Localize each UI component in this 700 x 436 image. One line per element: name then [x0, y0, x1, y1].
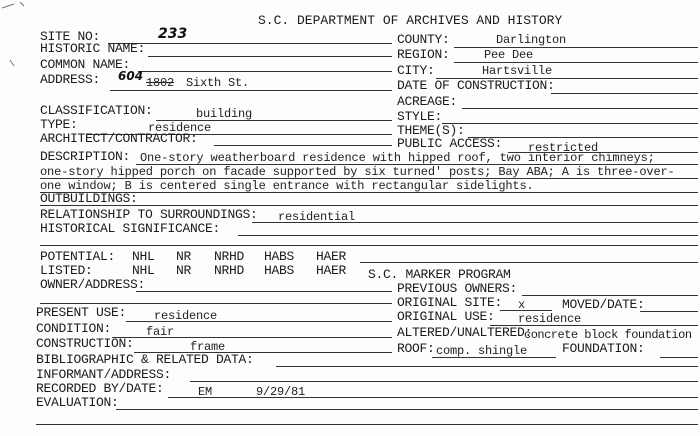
theme-label: THEME(S):: [397, 123, 465, 138]
potential-nr: NR: [176, 249, 192, 264]
type-value: residence: [148, 121, 212, 135]
city-value: Hartsville: [482, 64, 553, 78]
common-name-label: COMMON NAME:: [40, 57, 131, 72]
informant-label: INFORMANT/ADDRESS:: [36, 367, 172, 382]
potential-haer: HAER: [316, 249, 347, 264]
region-value: Pee Dee: [484, 48, 534, 62]
address-street: Sixth St.: [186, 76, 250, 90]
construction-value: frame: [190, 340, 226, 354]
potential-nrhd: NRHD: [214, 249, 245, 264]
potential-nhl: NHL: [132, 249, 155, 264]
original-site-label: ORIGINAL SITE:: [397, 295, 503, 310]
listed-nrhd: NRHD: [214, 263, 245, 278]
potential-label: POTENTIAL:: [40, 249, 116, 264]
header-title: S.C. DEPARTMENT OF ARCHIVES AND HISTORY: [258, 13, 563, 28]
listed-label: LISTED:: [40, 263, 93, 278]
listed-nhl: NHL: [132, 263, 155, 278]
condition-label: CONDITION:: [36, 321, 112, 336]
classification-label: CLASSIFICATION:: [40, 103, 153, 118]
address-old-number: 1802: [146, 76, 175, 90]
recorded-label: RECORDED BY/DATE:: [36, 381, 164, 396]
evaluation-label: EVALUATION:: [36, 395, 119, 410]
relationship-value: residential: [278, 210, 356, 224]
present-use-value: residence: [154, 309, 218, 323]
recorded-date-value: 9/29/81: [256, 385, 306, 399]
moved-date-label: MOVED/DATE:: [562, 297, 645, 312]
county-value: Darlington: [496, 33, 567, 47]
owner-address-label: OWNER/ADDRESS:: [40, 277, 146, 292]
site-no-value: 233: [158, 26, 188, 42]
region-label: REGION:: [397, 47, 450, 62]
description-line-2: one-story hipped porch on facade supported by six turned' posts; Bay ABA; A is three-over-: [40, 165, 675, 179]
roof-label: ROOF:: [397, 341, 435, 356]
public-access-label: PUBLIC ACCESS:: [397, 136, 503, 151]
condition-value: fair: [146, 325, 175, 339]
date-construction-label: DATE OF CONSTRUCTION:: [397, 78, 555, 93]
public-access-value: restricted: [528, 141, 599, 155]
recorded-by-value: EM: [198, 385, 213, 399]
description-label: DESCRIPTION:: [40, 149, 131, 164]
altered-label: ALTERED/UNALTERED:: [397, 325, 533, 340]
bibliographic-label: BIBLIOGRAPHIC & RELATED DATA:: [36, 352, 254, 367]
address-label: ADDRESS:: [40, 72, 101, 87]
marker-program-label: S.C. MARKER PROGRAM: [368, 267, 511, 282]
architect-label: ARCHITECT/CONTRACTOR:: [40, 131, 198, 146]
listed-nr: NR: [176, 263, 192, 278]
acreage-label: ACREAGE:: [397, 94, 458, 109]
site-no-label: SITE NO:: [40, 29, 101, 44]
style-label: STYLE:: [397, 109, 443, 124]
altered-value: concrete block foundation: [524, 328, 692, 342]
scan-marks: [0, 0, 40, 70]
county-label: COUNTY:: [397, 32, 450, 47]
previous-owners-label: PREVIOUS OWNERS:: [397, 281, 518, 296]
relationship-label: RELATIONSHIP TO SURROUNDINGS:: [40, 207, 258, 222]
original-use-label: ORIGINAL USE:: [397, 309, 495, 324]
description-line-1: One-story weatherboard residence with hipped roof, two interior chimneys;: [140, 151, 655, 165]
foundation-label: FOUNDATION:: [562, 341, 645, 356]
address-new-number: 604: [118, 69, 144, 83]
listed-haer: HAER: [316, 263, 347, 278]
original-site-value: x: [518, 298, 526, 312]
present-use-label: PRESENT USE:: [36, 305, 127, 320]
city-label: CITY:: [397, 63, 435, 78]
description-line-3: one window; B is centered single entrance with rectangular sidelights.: [40, 179, 534, 193]
listed-habs: HABS: [264, 263, 295, 278]
significance-label: HISTORICAL SIGNIFICANCE:: [40, 221, 221, 236]
historic-name-label: HISTORIC NAME:: [40, 41, 146, 56]
construction-label: CONSTRUCTION:: [36, 336, 134, 351]
original-use-value: residence: [518, 312, 582, 326]
classification-value: building: [196, 107, 253, 121]
potential-habs: HABS: [264, 249, 295, 264]
roof-value: comp. shingle: [436, 344, 528, 358]
outbuildings-label: OUTBUILDINGS:: [40, 191, 138, 206]
type-label: TYPE:: [40, 117, 78, 132]
